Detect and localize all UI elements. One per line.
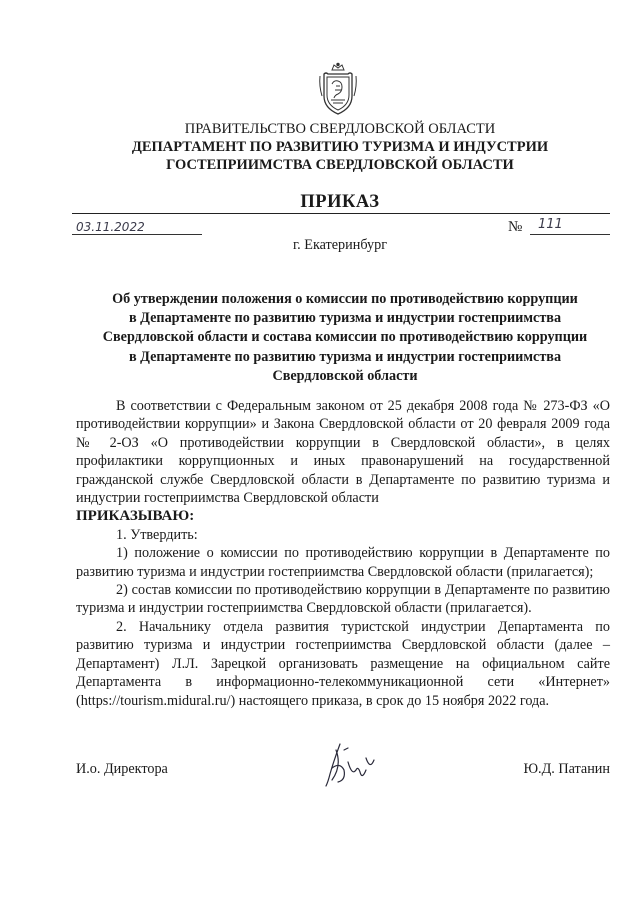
subject-line: Свердловской области и состава комиссии по противодействию коррупции	[102, 329, 588, 346]
handwritten-signature	[318, 740, 382, 788]
order-word: ПРИКАЗЫВАЮ:	[76, 508, 195, 525]
preamble: В соответствии с Федеральным законом от 25 декабря 2008 года № 273-ФЗ «О противодействии коррупции» и Закона Свердловской области от 20 февраля 2009 года № 2-ОЗ «О противодействии коррупции в Свердловской области», в целях профилактики коррупционных и иных правонарушений на государственной гражданской службе Свердловской области в Департаменте по развитию туризма и индустрии гостеприимства Свердловской области	[76, 398, 610, 507]
department-name-line2: ГОСТЕПРИИМСТВА СВЕРДЛОВСКОЙ ОБЛАСТИ	[166, 157, 514, 173]
date-handwritten: 03.11.2022	[76, 220, 145, 234]
government-name: ПРАВИТЕЛЬСТВО СВЕРДЛОВСКОЙ ОБЛАСТИ	[184, 121, 496, 137]
title-divider	[72, 213, 610, 214]
subject-line: в Департаменте по развитию туризма и индустрии гостеприимства	[128, 310, 562, 327]
coat-of-arms-icon	[318, 62, 358, 116]
subject-line: в Департаменте по развитию туризма и индустрии гостеприимства	[128, 348, 562, 365]
item-2: 2. Начальнику отдела развития туристской индустрии Департамента по развитию туризма и индустрии гостеприимства Свердловской области (далее – Департамент) Л.Л. Зарецкой организовать размещение на официальном сайте Департамента в информационно-телекоммуникационной сети «Интернет» (https://tourism.midural.ru/) настоящего приказа, в срок до 15 ноября 2022 года.	[76, 618, 610, 709]
order-subject	[60, 290, 630, 386]
number-line	[530, 234, 610, 235]
item-1-1: 1) положение о комиссии по противодействию коррупции в Департаменте по развитию туризма и индустрии гостеприимства Свердловской области (прилагается);	[76, 545, 610, 580]
date-line	[72, 234, 202, 235]
subject-line: Об утверждении положения о комиссии по противодействию коррупции	[112, 291, 578, 307]
item-1-2: 2) состав комиссии по противодействию коррупции в Департаменте по развитию туризма и индустрии гостеприимства Свердловской области (прилагается).	[76, 582, 610, 617]
signer-position: И.о. Директора	[76, 761, 168, 777]
number-handwritten: 111	[538, 217, 563, 232]
number-label: №	[508, 219, 523, 235]
city: г. Екатеринбург	[292, 237, 388, 253]
order-body	[76, 397, 610, 710]
signer-name: Ю.Д. Патанин	[523, 761, 610, 777]
subject-line: Свердловской области	[272, 367, 418, 384]
document-title: ПРИКАЗ	[300, 192, 380, 212]
department-name-line1: ДЕПАРТАМЕНТ ПО РАЗВИТИЮ ТУРИЗМА И ИНДУСТРИИ	[131, 139, 549, 155]
item-1: 1. Утвердить:	[116, 526, 198, 543]
